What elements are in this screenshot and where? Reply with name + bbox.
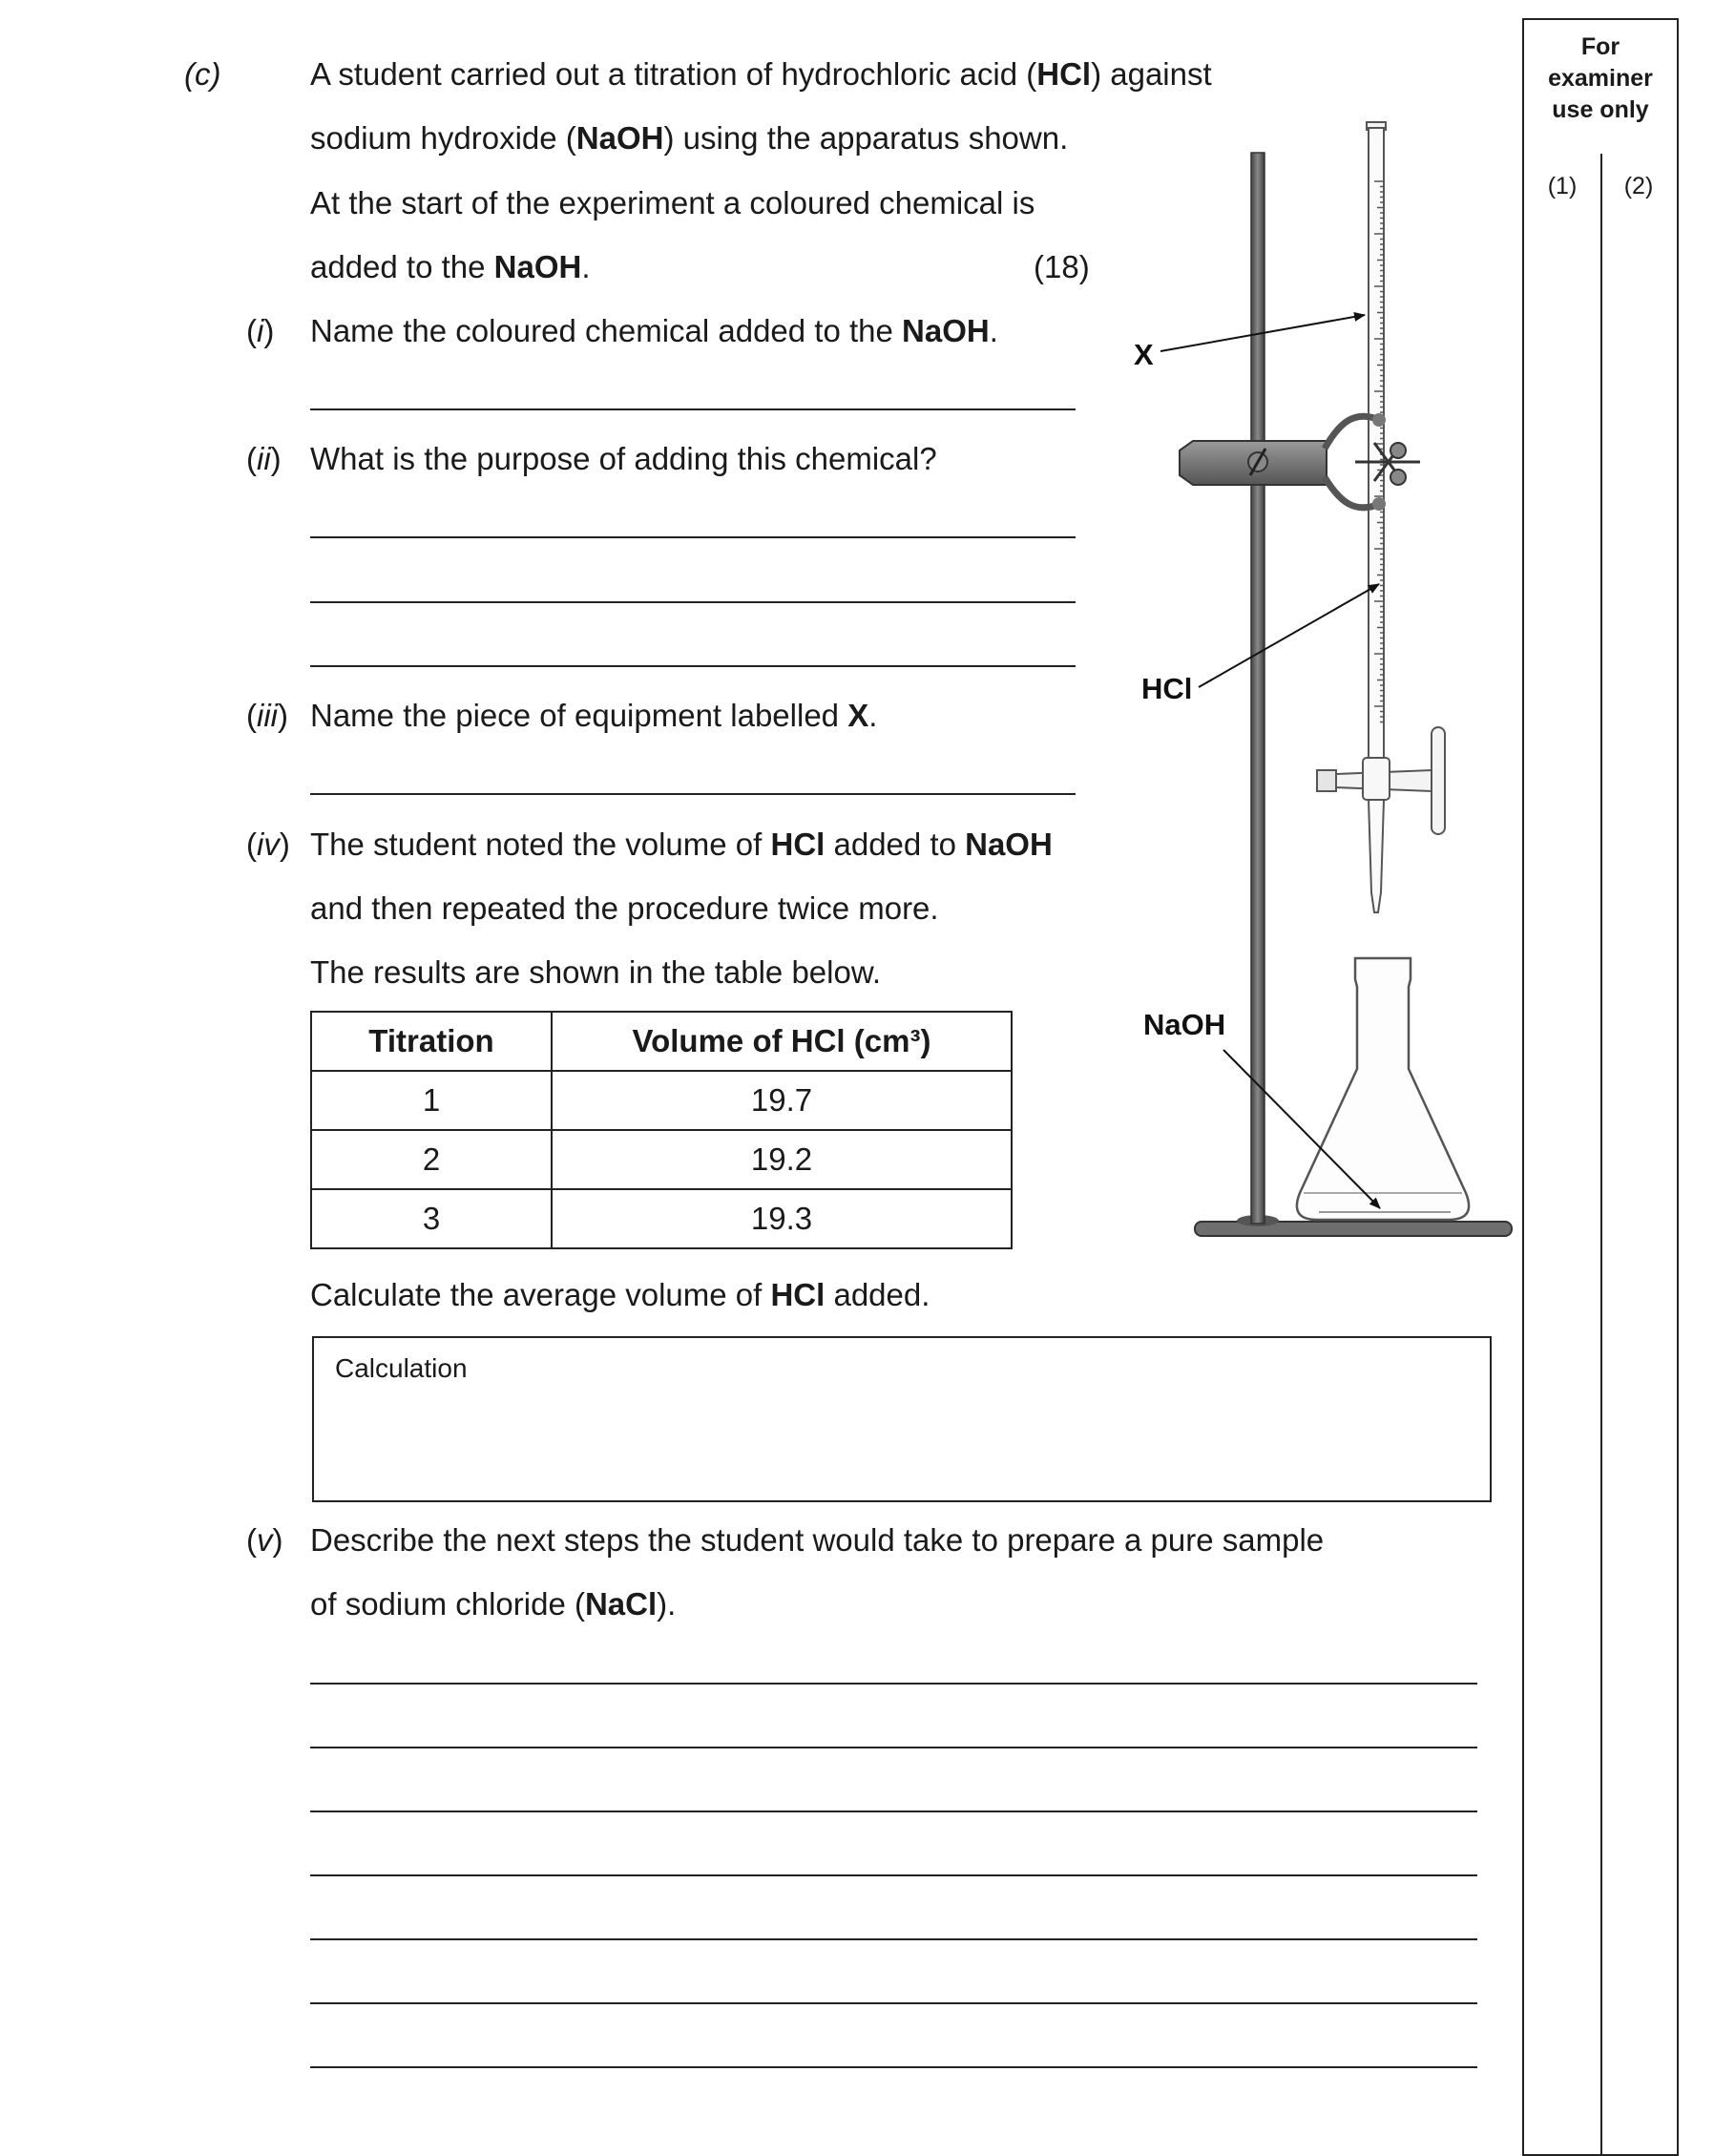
sub-iv-calc-prompt: Calculate the average volume of HCl added.: [310, 1277, 930, 1312]
calculation-label: Calculation: [335, 1353, 468, 1383]
marks-label: (18): [1034, 249, 1090, 284]
intro-line-4: added to the NaOH.: [310, 249, 591, 284]
sub-ii-number: (ii): [246, 441, 282, 476]
sub-v-line-2: of sodium chloride (NaCl).: [310, 1586, 677, 1622]
table-cell-volume: 19.7: [552, 1071, 1012, 1130]
intro-line-2: sodium hydroxide (NaOH) using the apparatus shown.: [310, 120, 1069, 156]
label-x: X: [1134, 338, 1154, 371]
sub-v-line-1: Describe the next steps the student would take to prepare a pure sample: [310, 1522, 1325, 1558]
examiner-column-1[interactable]: (1): [1547, 173, 1578, 199]
sub-i-text: Name the coloured chemical added to the NaOH.: [310, 313, 998, 348]
sub-iv-number: (iv): [246, 827, 290, 862]
examiner-column-2[interactable]: (2): [1623, 173, 1654, 199]
sub-iii-text: Name the piece of equipment labelled X.: [310, 698, 878, 733]
examiner-box: [1522, 18, 1679, 2156]
sub-iv-line-1: The student noted the volume of HCl added to NaOH: [310, 827, 1053, 862]
examiner-heading: [1524, 31, 1677, 126]
intro-line-1: A student carried out a titration of hydrochloric acid (HCl) against: [310, 56, 1212, 92]
sub-i-number: (i): [246, 313, 275, 348]
table-cell-volume: 19.2: [552, 1130, 1012, 1189]
label-hcl: HCl: [1141, 672, 1193, 705]
sub-iv-line-3: The results are shown in the table below.: [310, 954, 882, 990]
burette: [1317, 122, 1445, 912]
examiner-heading-line-3: use only: [1552, 96, 1649, 123]
part-label: (c): [184, 56, 221, 92]
table-cell-titration: 2: [311, 1130, 552, 1189]
examiner-column-divider: [1600, 154, 1602, 2154]
retort-stand-rod: [1251, 153, 1265, 1224]
label-naoh: NaOH: [1143, 1008, 1226, 1041]
sub-ii-text: What is the purpose of adding this chemical?: [310, 441, 937, 476]
sub-iv-line-2: and then repeated the procedure twice more.: [310, 890, 939, 926]
arrow-hcl-to-burette: [1199, 584, 1379, 687]
table-cell-titration: 3: [311, 1189, 552, 1248]
examiner-heading-line-1: For: [1580, 33, 1620, 60]
table-header-titration: Titration: [311, 1012, 552, 1071]
intro-line-3: At the start of the experiment a coloured chemical is: [310, 185, 1035, 220]
table-cell-titration: 1: [311, 1071, 552, 1130]
examiner-heading-line-2: examiner: [1548, 65, 1653, 92]
table-header-volume: Volume of HCl (cm³): [552, 1012, 1012, 1071]
sub-iii-number: (iii): [246, 698, 288, 733]
sub-v-number: (v): [246, 1522, 283, 1558]
table-cell-volume: 19.3: [552, 1189, 1012, 1248]
conical-flask: [1297, 958, 1469, 1220]
